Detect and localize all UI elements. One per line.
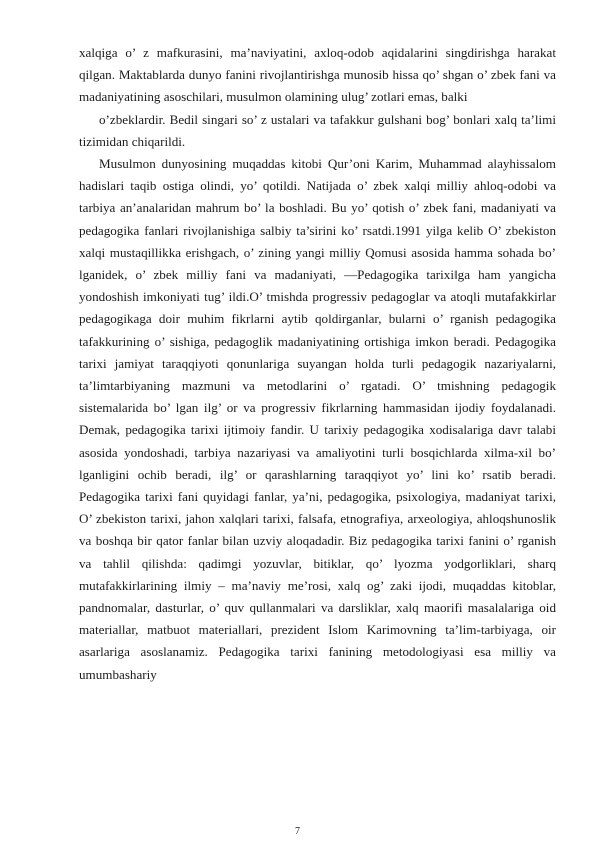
paragraph-1: xalqiga o’ z mafkurasini, ma’naviyatini, axloq-odob aqidalarini singdirishga harakat qilgan. Maktablarda dunyo fanini rivojlantirishga munosib hissa qo’ shgan o’ zbek fani va madaniyatining asoschilari, musulmon olamining ulug’ zotlari emas, balki bbox=[79, 45, 556, 105]
page-number: 7 bbox=[295, 826, 300, 837]
paragraph-2: o’zbeklardir. Bedil singari so’ z ustalari va tafakkur gulshani bog’ bonlari xalq ta’limi tizimidan chiqarildi. bbox=[79, 111, 556, 149]
document-body bbox=[79, 42, 556, 686]
paragraph-3: Musulmon dunyosining muqaddas kitobi Qur’oni Karim, Muhammad alayhissalom hadislari taqib ostiga olindi, yo’ qotildi. Natijada o’ zbek xalqi milliy ahloq-odobi va tarbiya an’analaridan mahrum bo’ la boshladi. Bu yo’ qotish o’ zbek fani, madaniyati va pedagogika fanlari rivojlanishiga salbiy ta’sirini ko’ rsatdi.1991 yilga kelib O’ zbekiston xalqi mustaqillikka erishgach, o’ zining yangi milliy Qomusi asosida hamma sohada bo’ lganidek, o’ zbek milliy fani va madaniyati, ―Pedagogika tarixi‖ga ham yangicha yondoshish imkoniyati tug’ ildi.O’ tmishda progressiv pedagoglar va atoqli mutafakkirlar pedagogikaga doir muhim fikrlarni aytib qoldirganlar, bularni o’ rganish pedagogika tafakkurining o’ sishiga, pedagoglik madaniyatining ortishiga imkon beradi. Pedagogika tarixi jamiyat taraqqiyoti qonunlariga suyangan holda turli pedagogik nazariyalarni, ta’limtarbiyaning mazmuni va metodlarini o’ rgatadi. O’ tmishning pedagogik sistemalarida bo’ lgan ilg’ or va progressiv fikrlarning hammasidan ijodiy foydalanadi. Demak, pedagogika tarixi ijtimoiy fandir. U tarixiy pedagogika xodisalariga davr talabi asosida yondoshadi, tarbiya nazariyasi va amaliyotini turli bosqichlarda xilma-xil bo’ lganligini ochib beradi, ilg’ or qarashlarning taraqqiyot yo’ lini ko’ rsatib beradi. Pedagogika tarixi fani quyidagi fanlar, ya’ni, pedagogika, psixologiya, madaniyat tarixi, O’ zbekiston tarixi, jahon xalqlari tarixi, falsafa, etnografiya, arxeologiya, ahloqshunoslik va boshqa bir qator fanlar bilan uzviy aloqadadir. Biz pedagogika tarixi fanini o’ rganish va tahlil qilishda: qadimgi yozuvlar, bitiklar, qo’ lyozma yodgorliklari, sharq mutafakkirlarining ilmiy – ma’naviy me’rosi, xalq og’ zaki ijodi, muqaddas kitoblar, pandnomalar, dasturlar, o’ quv qullanmalari va darsliklar, xalq maorifi masalalariga oid materiallar, matbuot materiallari, prezident Islom Karimovning ta’lim-tarbiyaga, oir asarlariga asoslanamiz. Pedagogika tarixi fanining metodologiyasi esa milliy va umumbashariy bbox=[79, 156, 556, 682]
